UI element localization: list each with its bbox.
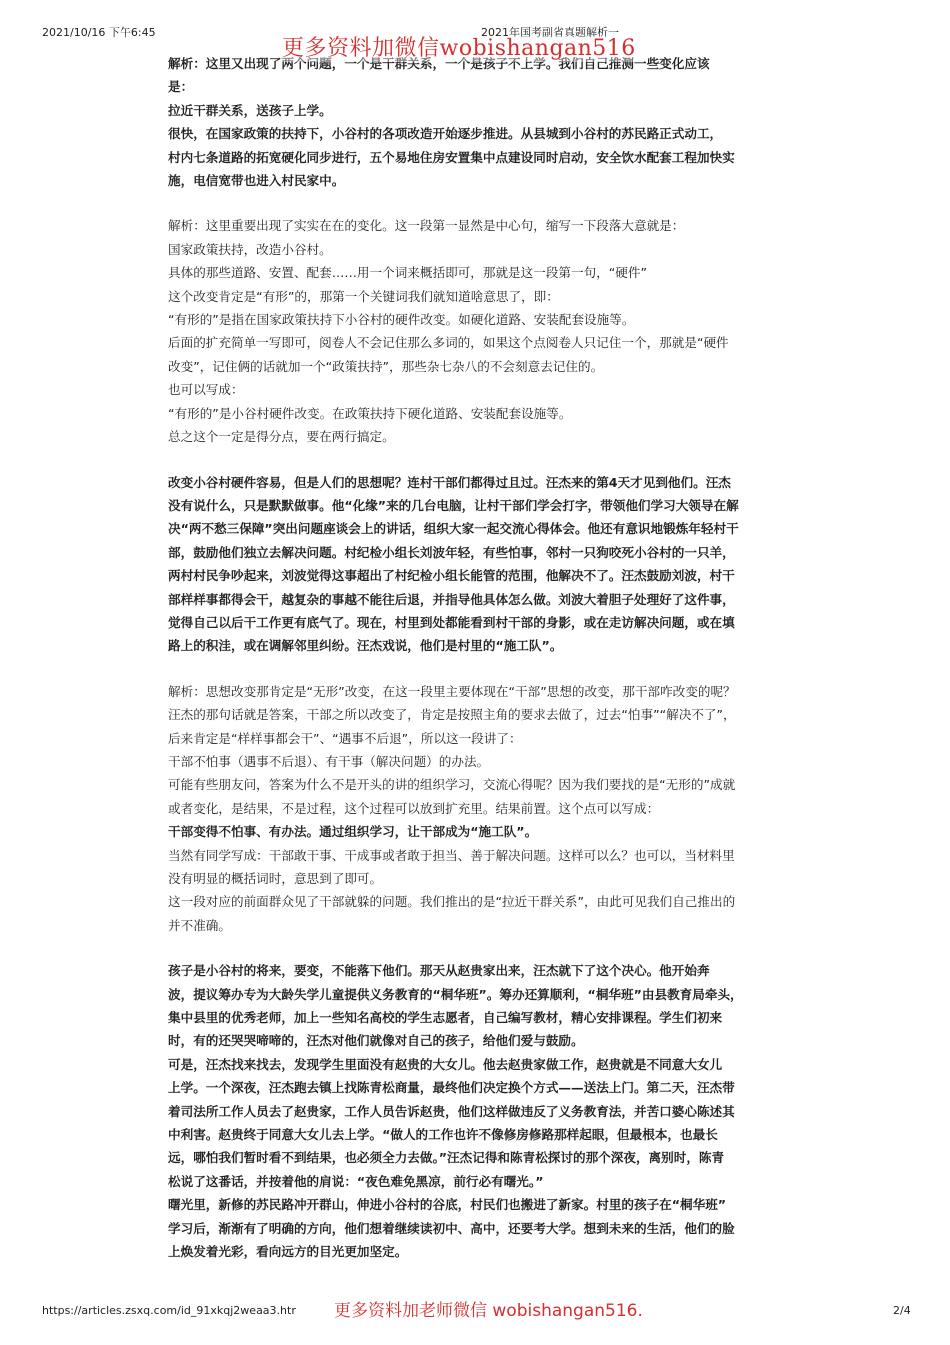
source-text-line: 干部变得不怕事、有办法。通过组织学习，让干部成为“施工队”。 [168, 824, 538, 840]
analysis-text-line: 后来肯定是“样样事都会干”、“遇事不后退”，所以这一段讲了： [168, 730, 522, 746]
analysis-text-line: 国家政策扶持，改造小谷村。 [168, 241, 332, 257]
analysis-text-line: 总之这个一定是得分点，要在两行搞定。 [168, 429, 395, 445]
source-text-line: 孩子是小谷村的将来，要变，不能落下他们。那天从赵贵家出来，汪杰就下了这个决心。他开始奔 [168, 963, 710, 979]
source-text-line: 可是，汪杰找来找去，发现学生里面没有赵贵的大女儿。他去赵贵家做工作，赵贵就是不同意大女儿 [168, 1056, 723, 1072]
analysis-text-line: 解析：这里重要出现了实实在在的变化。这一段第一显然是中心句，缩写一下段落大意就是： [168, 218, 685, 234]
source-text-line: 部，鼓励他们独立去解决问题。村纪检小组长刘波年轻，有些怕事，邻村一只狗咬死小谷村的一只羊， [168, 544, 735, 560]
source-text-line: 很快，在国家政策的扶持下，小谷村的各项改造开始逐步推进。从县城到小谷村的苏民路正式动工， [168, 126, 723, 142]
analysis-text-line: 没有明显的概括词时，意思到了即可。 [168, 871, 383, 886]
source-text-line: 部样样事都得会干，越复杂的事越不能往后退，并指导他具体怎么做。刘波大着胆子处理好了这件事， [168, 591, 735, 607]
analysis-text-line: 或者变化，是结果，不是过程，这个过程可以放到扩充里。结果前置。这个点可以写成： [168, 800, 660, 816]
watermark-bottom: 更多资料加老师微信 wobishangan516. [334, 1301, 643, 1321]
source-text-line: 解析：这里又出现了两个问题，一个是干群关系，一个是孩子不上学。我们自己推测一些变化应该 [168, 56, 710, 71]
source-text-line: 拉近干群关系，送孩子上学。 [168, 102, 332, 118]
analysis-text-line: “有形的”是指在国家政策扶持下小谷村的硬件改变。如硬化道路、安装配套设施等。 [168, 312, 635, 328]
source-text-line: 曙光里，新修的苏民路冲开群山，伸进小谷村的谷底，村民们也搬进了新家。村里的孩子在“桐华班” [168, 1197, 727, 1213]
source-text-line: 上学。一个深夜，汪杰跑去镇上找陈青松商量，最终他们决定换个方式——送法上门。第二天，汪杰带 [168, 1080, 735, 1096]
analysis-text-line: 也可以写成： [168, 382, 244, 398]
analysis-text-line: “有形的”是小谷村硬件改变。在政策扶持下硬化道路、安装配套设施等。 [168, 405, 572, 421]
watermark-top: 更多资料加微信wobishangan516 [282, 36, 636, 61]
analysis-text-line: 可能有些朋友问，答案为什么不是开头的讲的组织学习，交流心得呢？因为我们要找的是“无形的”成就 [168, 777, 736, 793]
source-text-line: 路上的积洼，或在调解邻里纠纷。汪杰戏说，他们是村里的“施工队”。 [168, 638, 563, 654]
source-text-line: 时，有的还哭哭啼啼的，汪杰对他们就像对自己的孩子，给他们爱与鼓励。 [168, 1033, 584, 1049]
paragraph-gap [168, 937, 788, 959]
source-text-line: 觉得自己以后干工作更有底气了。现在，村里到处都能看到村干部的身影，或在走访解决问题，或在填 [168, 614, 735, 630]
analysis-text-line: 并不准确。 [168, 917, 231, 933]
paragraph-gap [168, 192, 788, 214]
source-text-line: 两村村民争吵起来，刘波觉得这事超出了村纪检小组长能管的范围，他解决不了。汪杰鼓励刘波，村干 [168, 568, 735, 584]
source-text-line: 集中县里的优秀老师，加上一些知名高校的学生志愿者，自己编写教材，精心安排课程。学生们初来 [168, 1010, 723, 1026]
analysis-text-line: 当然有同学写成：干部敢干事、干成事或者敢于担当、善于解决问题。这样可以么？也可以，当材料里 [168, 847, 735, 863]
analysis-text-line: 这个改变肯定是“有形”的，那第一个关键词我们就知道啥意思了，即： [168, 288, 559, 304]
analysis-text-line: 具体的那些道路、安置、配套……用一个词来概括即可，那就是这一段第一句，“硬件” [168, 265, 648, 281]
analysis-text-line: 汪杰的那句话就是答案，干部之所以改变了，肯定是按照主角的要求去做了，过去“怕事”“解决不了”， [168, 707, 736, 723]
header-title: 2021年国考副省真题解析一 [481, 26, 619, 39]
source-text-line: 学习后，渐渐有了明确的方向，他们想着继续读初中、高中，还要考大学。想到未来的生活，他们的脸 [168, 1220, 735, 1236]
source-text-line: 改变小谷村硬件容易，但是人们的思想呢？连村干部们都得过且过。汪杰来的第4天才见到他们。汪杰 [168, 474, 731, 490]
source-text-line: 村内七条道路的拓宽硬化同步进行，五个易地住房安置集中点建设同时启动，安全饮水配套工程加快实 [168, 149, 735, 165]
source-text-line: 远，哪怕我们暂时看不到结果，也必须全力去做。”汪杰记得和陈青松探讨的那个深夜，离别时，陈青 [168, 1150, 725, 1166]
paragraph-gap [168, 658, 788, 680]
analysis-text-line: 解析：思想改变那肯定是“无形”改变，在这一段里主要体现在“干部”思想的改变，那干部咋改变的呢？ [168, 683, 736, 699]
footer-url[interactable]: https://articles.zsxq.com/id_91xkqj2weaa3.htr [42, 1304, 296, 1317]
footer-page-number: 2/4 [893, 1304, 911, 1317]
source-text-line: 施，电信宽带也进入村民家中。 [168, 173, 345, 189]
source-text-line: 没有说什么，只是默默做事。他“化缘”来的几台电脑，让村干部们学会打字，带领他们学习大领导在解 [168, 497, 739, 513]
source-text-line: 上焕发着光彩，看向远方的目光更加坚定。 [168, 1244, 408, 1260]
analysis-text-line: 这一段对应的前面群众见了干部就躲的问题。我们推出的是“拉近干群关系”，由此可见我们自己推出的 [168, 894, 736, 910]
article-body [168, 52, 788, 1264]
source-text-line: 波，提议筹办专为大龄失学儿童提供义务教育的“桐华班”。筹办还算顺利，“桐华班”由县教育局牵头， [168, 986, 743, 1002]
paragraph-gap [168, 449, 788, 471]
source-text-line: 决“两不愁三保障”突出问题座谈会上的讲话，组织大家一起交流心得体会。他还有意识地锻炼年轻村干 [168, 521, 739, 537]
source-text-line: 中利害。赵贵终于同意大女儿去上学。“做人的工作也许不像修房修路那样起眼，但最根本，也最长 [168, 1127, 718, 1143]
header-datetime: 2021/10/16 下午6:45 [42, 26, 156, 39]
source-text-line: 松说了这番话，并按着他的肩说：“夜色难免黑凉，前行必有曙光。” [168, 1173, 544, 1189]
analysis-text-line: 干部不怕事（遇事不后退）、有干事（解决问题）的办法。 [168, 753, 490, 769]
analysis-text-line: 改变”，记住俩的话就加一个“政策扶持”，那些杂七杂八的不会刻意去记住的。 [168, 358, 604, 374]
analysis-text-line: 后面的扩充简单一写即可，阅卷人不会记住那么多词的，如果这个点阅卷人只记住一个，那就是“硬件 [168, 335, 729, 351]
source-text-line: 着司法所工作人员去了赵贵家，工作人员告诉赵贵，他们这样做违反了义务教育法，并苦口婆心陈述其 [168, 1103, 735, 1119]
source-text-line: 是： [168, 79, 194, 95]
